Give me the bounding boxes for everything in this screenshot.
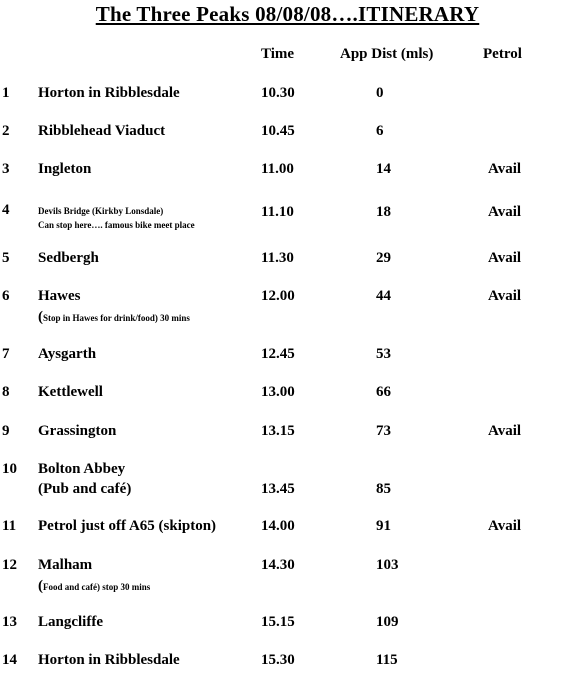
stop-time: 10.30 (261, 85, 295, 101)
stop-note: Food and café) stop 30 mins (43, 582, 151, 592)
stop-petrol: Avail (488, 423, 522, 439)
stop-time: 13.45 (261, 481, 295, 497)
stop-petrol: Avail (488, 204, 522, 220)
stop-place: Ingleton (38, 161, 92, 177)
stop-time: 11.00 (261, 161, 294, 177)
stop-time: 15.15 (261, 614, 295, 630)
stop-distance: 53 (376, 346, 391, 362)
stop-place: Hawes (38, 288, 81, 304)
stop-place: Malham (38, 557, 93, 573)
stop-number: 3 (2, 161, 10, 177)
stop-distance: 115 (376, 652, 398, 668)
stop-place: Horton in Ribblesdale (38, 652, 180, 668)
header-distance: App Dist (mls) (340, 46, 434, 62)
stop-distance: 6 (376, 123, 384, 139)
stop-place: Aysgarth (38, 346, 97, 362)
stop-time: 11.10 (261, 204, 294, 220)
stop-time: 12.00 (261, 288, 295, 304)
stop-distance: 91 (376, 518, 391, 534)
stop-place-detail: (Pub and café) (38, 481, 132, 497)
stop-number: 14 (2, 652, 17, 668)
stop-petrol: Avail (488, 161, 522, 177)
stop-time: 14.00 (261, 518, 295, 534)
stop-distance: 66 (376, 384, 391, 400)
note-paren: ( (38, 578, 43, 594)
stop-note: Can stop here…. famous bike meet place (38, 220, 195, 230)
stop-number: 7 (2, 346, 10, 362)
stop-time: 13.15 (261, 423, 295, 439)
stop-distance: 73 (376, 423, 391, 439)
stop-time: 11.30 (261, 250, 294, 266)
stop-place: Petrol just off A65 (skipton) (38, 518, 217, 534)
stop-number: 13 (2, 614, 17, 630)
stop-distance: 44 (376, 288, 391, 304)
stop-number: 10 (2, 461, 17, 477)
stop-place: Bolton Abbey (38, 461, 126, 477)
stop-number: 11 (2, 518, 17, 534)
header-time: Time (261, 46, 295, 62)
stop-distance: 103 (376, 557, 399, 573)
stop-time: 12.45 (261, 346, 295, 362)
stop-number: 9 (2, 423, 10, 439)
stop-distance: 0 (376, 85, 384, 101)
stop-distance: 18 (376, 204, 391, 220)
stop-note: Stop in Hawes for drink/food) 30 mins (43, 313, 190, 323)
stop-number: 2 (2, 123, 10, 139)
header-petrol: Petrol (483, 46, 522, 62)
stop-petrol: Avail (488, 288, 522, 304)
stop-place: Horton in Ribblesdale (38, 85, 180, 101)
stop-place: Devils Bridge (Kirkby Lonsdale) (38, 206, 164, 216)
stop-place: Sedbergh (38, 250, 99, 266)
stop-time: 14.30 (261, 557, 295, 573)
stop-number: 5 (2, 250, 10, 266)
stop-number: 4 (2, 202, 10, 218)
stop-petrol: Avail (488, 250, 522, 266)
stop-number: 12 (2, 557, 17, 573)
stop-distance: 29 (376, 250, 391, 266)
stop-place: Kettlewell (38, 384, 103, 400)
stop-time: 15.30 (261, 652, 295, 668)
stop-place: Ribblehead Viaduct (38, 123, 166, 139)
stop-distance: 14 (376, 161, 391, 177)
stop-petrol: Avail (488, 518, 522, 534)
stop-number: 8 (2, 384, 10, 400)
stop-number: 6 (2, 288, 10, 304)
page-title: The Three Peaks 08/08/08….ITINERARY (95, 2, 480, 26)
stop-number: 1 (2, 85, 10, 101)
stop-place: Grassington (38, 423, 117, 439)
stop-time: 13.00 (261, 384, 295, 400)
note-paren: ( (38, 309, 43, 325)
stop-place: Langcliffe (38, 614, 103, 630)
stop-distance: 85 (376, 481, 391, 497)
stop-time: 10.45 (261, 123, 295, 139)
stop-distance: 109 (376, 614, 399, 630)
